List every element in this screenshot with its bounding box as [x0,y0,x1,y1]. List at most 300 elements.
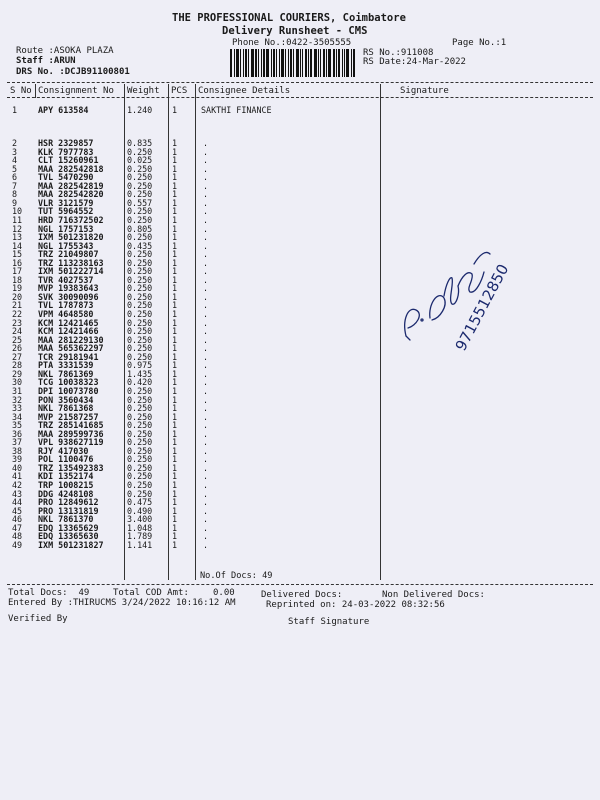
row-pcs: 1 [172,445,178,456]
row-sno: 23 [12,317,23,328]
row-pcs: 1 [172,394,178,405]
row-consignee-dot: . [203,214,209,225]
row-sno: 18 [12,274,23,285]
row-consignment: IXM 501231827 [38,539,104,550]
col-consignment: Consignment No [38,86,114,96]
barcode-bar [296,49,299,77]
row-consignment: PTA 3331539 [38,360,94,371]
row-consignee-dot: . [203,480,209,490]
row-weight: 0.250 [127,189,153,200]
row-weight: 0.250 [127,454,153,465]
row-weight: 0.420 [127,377,153,388]
handwritten-phone: 9715512850 [451,261,513,354]
row-pcs: 1 [172,351,178,362]
row-weight: 0.475 [127,497,153,508]
no-of-docs: No.Of Docs: 49 [200,571,273,581]
row-weight: 0.250 [127,232,153,243]
row-sno: 13 [12,232,23,243]
barcode-bar [279,49,280,77]
barcode-bar [293,49,294,77]
row-consignment: MVP 19383643 [38,283,99,294]
row-sno: 11 [12,214,23,225]
row-consignment: EDQ 13365630 [38,531,99,542]
row-consignment: TRZ 135492383 [38,462,104,473]
row-weight: 0.435 [127,240,153,251]
handwritten-signature [398,240,528,390]
row-weight: 0.835 [127,138,153,148]
row-consignment: PON 3560434 [38,394,94,405]
row-weight: 0.250 [127,351,153,362]
row-weight: 0.490 [127,505,153,516]
row-consignment: MAA 289599736 [38,428,104,439]
row-sno: 47 [12,522,23,533]
row-consignee-dot: . [203,163,209,174]
row-weight: 1.435 [127,368,153,379]
row-consignee-dot: . [203,326,209,337]
row-consignee-dot: . [203,283,209,294]
row-sno: 38 [12,445,23,456]
row-sno: 12 [12,223,23,234]
row-pcs: 1 [172,240,178,251]
row-pcs: 1 [172,522,178,533]
staff-signature-label: Staff Signature [288,617,370,627]
row-sno: 46 [12,514,23,525]
row-sno: 31 [12,385,23,396]
row-consignment: NKL 7861370 [38,514,94,525]
row-weight: 0.250 [127,385,153,396]
row-pcs: 1 [172,163,178,174]
row-consignment: HSR 2329857 [38,138,94,148]
row-weight: 0.250 [127,283,153,294]
row-consignment: TRZ 113238163 [38,257,104,268]
row-consignment: TVL 1787873 [38,300,94,311]
row-weight: 0.250 [127,480,153,490]
row-pcs: 1 [172,206,178,217]
row-consignee-dot: . [203,403,209,414]
barcode-bar [281,49,284,77]
row-pcs: 1 [172,317,178,328]
row-sno: 44 [12,497,23,508]
col-divider [195,84,196,580]
row-consignee-dot: . [203,317,209,328]
row-consignment: NKL 7861369 [38,368,94,379]
row-pcs: 1 [172,138,178,148]
company-title: THE PROFESSIONAL COURIERS, Coimbatore [172,12,406,24]
barcode-bar [338,49,340,77]
row-weight: 0.250 [127,403,153,414]
row-weight: 0.250 [127,249,153,260]
barcode-bar [326,49,327,77]
barcode-bar [234,49,235,77]
row-pcs: 1 [172,266,178,277]
row-consignee-dot: . [203,471,209,482]
row-weight: 0.250 [127,206,153,217]
row-consignee-dot: . [203,206,209,217]
row-sno: 35 [12,420,23,431]
col-divider [35,84,36,98]
row-weight: 0.250 [127,180,153,191]
row-sno: 29 [12,368,23,379]
barcode-bar [248,49,249,77]
row-pcs: 1 [172,437,178,448]
row-sno: 40 [12,462,23,473]
barcode-bar [236,49,239,77]
row-consignment: PRO 12849612 [38,497,99,508]
row-consignment: NKL 7861368 [38,403,94,414]
barcode-bar [305,49,307,77]
row-consignment: APY 613584 [38,105,89,115]
barcode-bar [276,49,277,77]
row-consignee-dot: . [203,377,209,388]
row-consignment: MVP 21587257 [38,411,99,422]
row-sno: 10 [12,206,23,217]
row-sno: 5 [12,163,18,174]
row-consignment: MAA 282542819 [38,180,104,191]
barcode-bar [258,49,259,77]
row-pcs: 1 [172,471,178,482]
row-weight: 1.240 [127,105,153,115]
runsheet-subtitle: Delivery Runsheet - CMS [222,25,368,37]
col-consignee: Consignee Details [198,86,291,96]
row-consignment: CLT 15260961 [38,155,99,166]
row-pcs: 1 [172,377,178,388]
row-consignee-dot: . [203,420,209,431]
row-consignment: KCM 12421465 [38,317,99,328]
row-consignment: TRZ 285141685 [38,420,104,431]
row-sno: 49 [12,539,23,550]
reprinted-on: Reprinted on: 24-03-2022 08:32:56 [266,600,445,610]
row-consignment: KLK 7977783 [38,146,94,157]
row-weight: 3.400 [127,514,153,525]
row-consignee-dot: . [203,351,209,362]
row-pcs: 1 [172,146,178,157]
barcode-bar [300,49,301,77]
row-pcs: 1 [172,197,178,208]
row-consignee-dot: . [203,539,209,550]
row-weight: 1.141 [127,539,153,550]
row-consignment: TVL 5470290 [38,172,94,183]
row-weight: 0.250 [127,172,153,183]
row-pcs: 1 [172,420,178,431]
col-signature: Signature [400,86,449,96]
row-consignee-dot: . [203,497,209,508]
row-consignment: SVK 30090096 [38,291,99,302]
row-pcs: 1 [172,411,178,422]
row-consignment: VLR 3121579 [38,197,94,208]
row-sno: 33 [12,403,23,414]
row-consignee-dot: . [203,172,209,183]
barcode-bar [336,49,337,77]
delivered-docs: Delivered Docs: [261,590,343,600]
row-sno: 6 [12,172,18,183]
row-weight: 0.250 [127,394,153,405]
row-sno: 48 [12,531,23,542]
row-pcs: 1 [172,223,178,234]
barcode-bar [240,49,241,77]
row-consignee-dot: . [203,232,209,243]
row-weight: 0.250 [127,300,153,311]
row-consignment: TCG 10038323 [38,377,99,388]
barcode-bar [271,49,272,77]
row-pcs: 1 [172,274,178,285]
row-weight: 0.805 [127,223,153,234]
row-consignee-dot: . [203,385,209,396]
row-weight: 0.250 [127,326,153,337]
row-pcs: 1 [172,283,178,294]
row-weight: 0.250 [127,343,153,354]
row-pcs: 1 [172,257,178,268]
row-sno: 34 [12,411,23,422]
row-consignee-dot: . [203,189,209,200]
row-weight: 0.250 [127,411,153,422]
row-pcs: 1 [172,462,178,473]
barcode-bar [290,49,292,77]
row-consignment: VPL 938627119 [38,437,104,448]
row-weight: 0.250 [127,488,153,499]
row-consignee-dot: . [203,514,209,525]
row-sno: 16 [12,257,23,268]
row-consignee-dot: . [203,155,209,166]
row-pcs: 1 [172,189,178,200]
row-sno: 19 [12,283,23,294]
row-sno: 20 [12,291,23,302]
barcode-bar [230,49,232,77]
row-consignment: KDI 1352174 [38,471,94,482]
row-pcs: 1 [172,531,178,542]
row-consignment: KCM 12421466 [38,326,99,337]
entered-by: Entered By :THIRUCMS 3/24/2022 10:16:12 AM [8,598,236,608]
row-sno: 30 [12,377,23,388]
total-docs: Total Docs: 49 [8,588,90,598]
barcode-bar [251,49,254,77]
non-delivered-docs: Non Delivered Docs: [382,590,485,600]
row-sno: 41 [12,471,23,482]
row-sno: 43 [12,488,23,499]
row-pcs: 1 [172,172,178,183]
rs-number: RS No.:911008 [363,48,434,58]
row-pcs: 1 [172,428,178,439]
row-consignment: MAA 282542820 [38,189,104,200]
row-consignee-dot: . [203,394,209,405]
row-consignment: VPM 4648580 [38,309,94,319]
row-consignee-dot: . [203,197,209,208]
staff-label: Staff :ARUN [16,56,76,66]
row-pcs: 1 [172,403,178,414]
row-consignee-dot: . [203,291,209,302]
row-pcs: 1 [172,291,178,302]
row-consignee-dot: . [203,437,209,448]
row-sno: 22 [12,309,23,319]
row-consignee-dot: . [203,249,209,260]
row-consignment: EDQ 13365629 [38,522,99,533]
barcode-bar [302,49,303,77]
row-consignee: SAKTHI FINANCE [201,105,272,115]
row-pcs: 1 [172,105,178,115]
row-consignee-dot: . [203,257,209,268]
barcode-bar [255,49,257,77]
verified-by: Verified By [8,614,68,624]
row-pcs: 1 [172,300,178,311]
row-consignment: TCR 29181941 [38,351,99,362]
row-consignee-dot: . [203,343,209,354]
row-consignment: DDG 4248108 [38,488,94,499]
row-consignee-dot: . [203,300,209,311]
row-consignee-dot: . [203,411,209,422]
total-cod-label: Total COD Amt: [113,588,189,598]
row-weight: 0.250 [127,309,153,319]
row-consignee-dot: . [203,445,209,456]
row-consignment: TVR 4027537 [38,274,94,285]
barcode-bar [351,49,352,77]
row-consignment: NGL 1755343 [38,240,94,251]
row-weight: 0.025 [127,155,153,166]
row-consignment: MAA 565362297 [38,343,104,354]
barcode [230,49,356,77]
row-pcs: 1 [172,480,178,490]
row-pcs: 1 [172,155,178,166]
barcode-bar [328,49,331,77]
row-pcs: 1 [172,249,178,260]
barcode-bar [285,49,287,77]
row-consignee-dot: . [203,368,209,379]
row-sno: 17 [12,266,23,277]
phone-number: Phone No.:0422-3505555 [232,38,352,48]
row-weight: 0.250 [127,428,153,439]
barcode-bar [288,49,289,77]
barcode-bar [333,49,335,77]
row-pcs: 1 [172,488,178,499]
row-sno: 32 [12,394,23,405]
row-sno: 2 [12,138,18,148]
row-weight: 0.975 [127,360,153,371]
row-weight: 0.250 [127,437,153,448]
row-pcs: 1 [172,368,178,379]
row-weight: 0.250 [127,257,153,268]
rs-date: RS Date:24-Mar-2022 [363,57,466,67]
row-sno: 28 [12,360,23,371]
row-sno: 42 [12,480,23,490]
row-consignment: NGL 1757153 [38,223,94,234]
col-divider [380,84,381,580]
row-pcs: 1 [172,454,178,465]
header-top-rule [7,82,593,83]
row-pcs: 1 [172,309,178,319]
row-consignee-dot: . [203,462,209,473]
barcode-bar [320,49,321,77]
row-pcs: 1 [172,514,178,525]
row-sno: 8 [12,189,18,200]
row-consignee-dot: . [203,505,209,516]
row-weight: 0.250 [127,334,153,345]
barcode-bar [243,49,244,77]
row-consignment: RJY 417030 [38,445,89,456]
row-sno: 27 [12,351,23,362]
row-weight: 0.250 [127,274,153,285]
col-weight: Weight [127,86,160,96]
barcode-bar [323,49,325,77]
row-pcs: 1 [172,343,178,354]
header-bottom-rule [7,97,593,98]
row-consignee-dot: . [203,240,209,251]
row-sno: 1 [12,105,18,115]
row-pcs: 1 [172,505,178,516]
page-number: Page No.:1 [452,38,507,48]
col-divider [168,84,169,580]
footer-rule [7,584,593,585]
row-pcs: 1 [172,497,178,508]
row-pcs: 1 [172,334,178,345]
row-consignee-dot: . [203,146,209,157]
row-sno: 3 [12,146,18,157]
row-consignee-dot: . [203,309,209,319]
row-weight: 0.250 [127,146,153,157]
row-weight: 0.250 [127,445,153,456]
row-sno: 37 [12,437,23,448]
row-consignment: MAA 282542818 [38,163,104,174]
row-consignment: PRO 13131819 [38,505,99,516]
row-consignee-dot: . [203,223,209,234]
row-consignee-dot: . [203,454,209,465]
row-consignment: TUT 5964552 [38,206,94,217]
row-pcs: 1 [172,232,178,243]
barcode-bar [314,49,317,77]
row-weight: 0.557 [127,197,153,208]
row-consignee-dot: . [203,334,209,345]
row-consignee-dot: . [203,274,209,285]
row-consignee-dot: . [203,522,209,533]
barcode-bar [310,49,312,77]
row-pcs: 1 [172,385,178,396]
barcode-bar [263,49,265,77]
barcode-bar [318,49,319,77]
row-sno: 21 [12,300,23,311]
row-consignment: HRD 716372502 [38,214,104,225]
row-weight: 0.250 [127,163,153,174]
row-sno: 9 [12,197,18,208]
table-row [0,105,272,115]
barcode-bar [353,49,355,77]
row-consignment: TRP 1008215 [38,480,94,490]
barcode-bar [342,49,343,77]
row-consignee-dot: . [203,428,209,439]
row-consignment: DPI 10073780 [38,385,99,396]
barcode-bar [308,49,309,77]
row-sno: 24 [12,326,23,337]
row-sno: 39 [12,454,23,465]
row-weight: 1.048 [127,522,153,533]
row-sno: 36 [12,428,23,439]
row-pcs: 1 [172,326,178,337]
barcode-bar [266,49,269,77]
row-pcs: 1 [172,360,178,371]
row-consignee-dot: . [203,180,209,191]
row-sno: 7 [12,180,18,191]
row-consignee-dot: . [203,138,209,148]
row-weight: 1.789 [127,531,153,542]
row-sno: 14 [12,240,23,251]
barcode-bar [344,49,345,77]
row-sno: 45 [12,505,23,516]
drs-number: DRS No. :DCJB91100801 [16,67,130,77]
row-consignment: TRZ 21049807 [38,249,99,260]
row-weight: 0.250 [127,317,153,328]
row-consignee-dot: . [203,531,209,542]
row-pcs: 1 [172,180,178,191]
row-sno: 26 [12,343,23,354]
row-weight: 0.250 [127,462,153,473]
barcode-bar [346,49,349,77]
row-sno: 4 [12,155,18,166]
